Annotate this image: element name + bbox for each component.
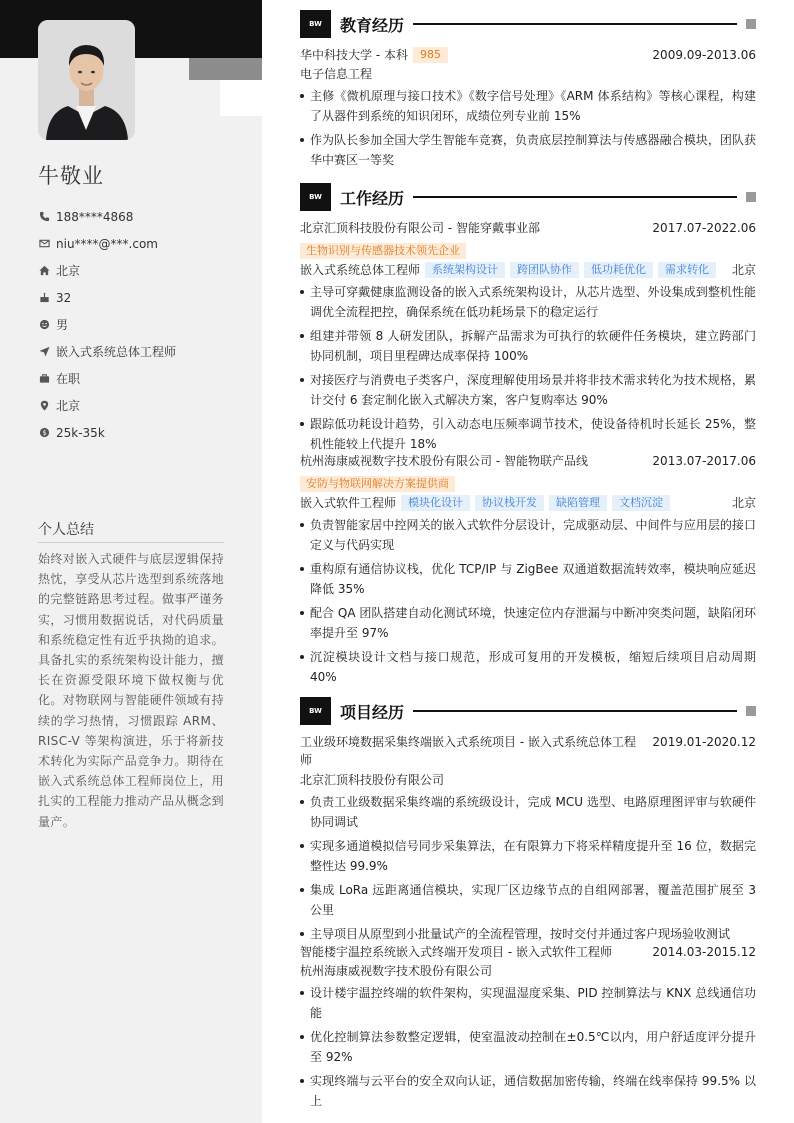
- send-icon: [38, 346, 50, 358]
- job-bullet: 跟踪低功耗设计趋势，引入动态电压频率调节技术，使设备待机时长延长 25%，整机性能较上代提升 18%: [300, 414, 756, 454]
- industry-badge: 生物识别与传感器技术领先企业: [300, 243, 466, 259]
- education-bullet: 主修《微机原理与接口技术》《数字信号处理》《ARM 体系结构》等核心课程，构建了从器件到系统的知识闭环，成绩位列专业前 15%: [300, 86, 756, 126]
- section-title-projects: 项目经历: [340, 702, 405, 722]
- project-bullet: 设计楼宇温控终端的软件架构，实现温湿度采集、PID 控制算法与 KNX 总线通信功能: [300, 983, 756, 1023]
- project-bullet: 集成 LoRa 远距离通信模块，实现厂区边缘节点的自组网部署，覆盖范围扩展至 3 公里: [300, 880, 756, 920]
- contact-info-list: [38, 203, 238, 446]
- project-company: 北京汇顶科技股份有限公司: [300, 773, 445, 787]
- company-name: 杭州海康威视数字技术股份有限公司 - 智能物联产品线: [300, 454, 588, 468]
- section-title-education: 教育经历: [340, 15, 405, 35]
- summary-text: 始终对嵌入式硬件与底层逻辑保持热忱，享受从芯片选型到系统落地的完整链路思考过程。做事严谨务实，习惯用数据说话，对代码质量和系统稳定性有近乎执拗的追求。具备扎实的系统架构设计能力，擅长在资源受限环境下做权衡与优化。对物联网与智能硬件领域有持续的学习热情，习惯跟踪 ARM、RISC-V 等架构演进，乐于将新技术转化为实际产品竞争力。期待在嵌入式系统总体工程师岗位上，用扎实的工程能力推动产品从概念到量产。: [38, 552, 225, 829]
- money-icon: [38, 427, 50, 439]
- job-bullet: 沉淀模块设计文档与接口规范，形成可复用的开发模板，缩短后续项目启动周期 40%: [300, 647, 756, 687]
- education-entry: [300, 46, 756, 170]
- skill-tag: 文档沉淀: [612, 495, 670, 511]
- info-email: niu****@***.com: [38, 230, 238, 257]
- projects-section-header: [300, 697, 756, 725]
- sidebar: [0, 0, 262, 1123]
- job-bullet: 重构原有通信协议栈，优化 TCP/IP 与 ZigBee 双通道数据流转效率，模块响应延迟降低 35%: [300, 559, 756, 599]
- job-bullet: 配合 QA 团队搭建自动化测试环境，快速定位内存泄漏与中断冲突类问题，缺陷闭环率提升至 97%: [300, 603, 756, 643]
- project-company: 杭州海康威视数字技术股份有限公司: [300, 964, 493, 978]
- info-target-city: 北京: [38, 392, 238, 419]
- project-bullet: 实现终端与云平台的安全双向认证，通信数据加密传输，终端在线率保持 99.5% 以上: [300, 1071, 756, 1111]
- job-bullet: 对接医疗与消费电子类客户，深度理解使用场景并将非技术需求转化为技术规格，累计交付 6 套定制化嵌入式解决方案，客户复购率达 90%: [300, 370, 756, 410]
- section-square: [746, 706, 756, 716]
- skill-tag: 缺陷管理: [549, 495, 607, 511]
- project-name: 工业级环境数据采集终端嵌入式系统项目 - 嵌入式系统总体工程师: [300, 735, 636, 767]
- section-divider: [413, 710, 737, 712]
- info-job-status: 在职: [38, 365, 238, 392]
- info-phone: 188****4868: [38, 203, 238, 230]
- project-bullet: 负责工业级数据采集终端的系统级设计，完成 MCU 选型、电路原理图评审与软硬件协同调试: [300, 792, 756, 832]
- home-icon: [38, 265, 50, 277]
- job-role: 嵌入式系统总体工程师: [300, 263, 421, 277]
- project-bullet: 优化控制算法参数整定逻辑，使室温波动控制在±0.5℃以内，用户舒适度评分提升至 92%: [300, 1027, 756, 1067]
- project-date: 2019.01-2020.12: [652, 735, 756, 749]
- job-city: 北京: [731, 496, 756, 510]
- profile-photo: [38, 20, 135, 140]
- face-icon: [38, 319, 50, 331]
- info-age: 32: [38, 284, 238, 311]
- svg-text:$: $: [41, 428, 47, 437]
- section-square: [746, 19, 756, 29]
- major: 电子信息工程: [300, 67, 373, 81]
- section-divider: [413, 196, 737, 198]
- phone-icon: [38, 211, 50, 223]
- cake-icon: [38, 292, 50, 304]
- industry-badge: 安防与物联网解决方案提供商: [300, 476, 455, 492]
- section-title-work: 工作经历: [340, 188, 405, 208]
- school-badge: 985: [413, 47, 448, 63]
- work-entry: [300, 452, 756, 687]
- project-entry: [300, 733, 756, 944]
- skill-tag: 系统架构设计: [425, 262, 505, 278]
- school-name: 华中科技大学 - 本科: [300, 48, 408, 62]
- job-date: 2013.07-2017.06: [652, 453, 756, 468]
- skill-tag: 低功耗优化: [584, 262, 653, 278]
- job-role: 嵌入式软件工程师: [300, 496, 397, 510]
- project-date: 2014.03-2015.12: [652, 944, 756, 959]
- education-date: 2009.09-2013.06: [652, 47, 756, 62]
- education-bullet: 作为队长参加全国大学生智能车竞赛，负责底层控制算法与传感器融合模块，团队获华中赛区一等奖: [300, 130, 756, 170]
- education-section-header: [300, 10, 756, 38]
- summary-title: 个人总结: [38, 519, 224, 543]
- job-bullet: 组建并带领 8 人研发团队，拆解产品需求为可执行的软硬件任务模块，建立跨部门协同机制，项目里程碑达成率保持 100%: [300, 326, 756, 366]
- location-pin-icon: [38, 400, 50, 412]
- info-home-city: 北京: [38, 257, 238, 284]
- skill-tag: 跨团队协作: [510, 262, 579, 278]
- project-name: 智能楼宇温控系统嵌入式终端开发项目 - 嵌入式软件工程师: [300, 945, 612, 959]
- section-square: [746, 192, 756, 202]
- candidate-name: 牛敬业: [38, 164, 104, 188]
- briefcase-icon: [38, 373, 50, 385]
- skill-tag: 需求转化: [658, 262, 716, 278]
- job-bullet: 主导可穿戴健康监测设备的嵌入式系统架构设计，从芯片选型、外设集成到整机性能调优全流程把控，确保系统在低功耗场景下的稳定运行: [300, 282, 756, 322]
- skill-tag: 协议栈开发: [475, 495, 544, 511]
- section-logo: BW: [300, 697, 331, 725]
- skill-tag: 模块化设计: [401, 495, 470, 511]
- project-entry: [300, 943, 756, 1111]
- section-divider: [413, 23, 737, 25]
- project-bullet: 主导项目从原型到小批量试产的全流程管理，按时交付并通过客户现场验收测试: [300, 924, 756, 944]
- info-salary: $ 25k-35k: [38, 419, 238, 446]
- section-logo: BW: [300, 183, 331, 211]
- mail-icon: [38, 238, 50, 250]
- info-gender: 男: [38, 311, 238, 338]
- job-bullet: 负责智能家居中控网关的嵌入式软件分层设计，完成驱动层、中间件与应用层的接口定义与代码实现: [300, 515, 756, 555]
- project-bullet: 实现多通道模拟信号同步采集算法，在有限算力下将采样精度提升至 16 位，数据完整性达 99.9%: [300, 836, 756, 876]
- work-section-header: [300, 183, 756, 211]
- section-logo: BW: [300, 10, 331, 38]
- work-entry: [300, 219, 756, 454]
- company-name: 北京汇顶科技股份有限公司 - 智能穿戴事业部: [300, 221, 540, 235]
- job-city: 北京: [731, 263, 756, 277]
- job-date: 2017.07-2022.06: [652, 220, 756, 235]
- info-target-position: 嵌入式系统总体工程师: [38, 338, 238, 365]
- sidebar-gray-block: [189, 58, 262, 80]
